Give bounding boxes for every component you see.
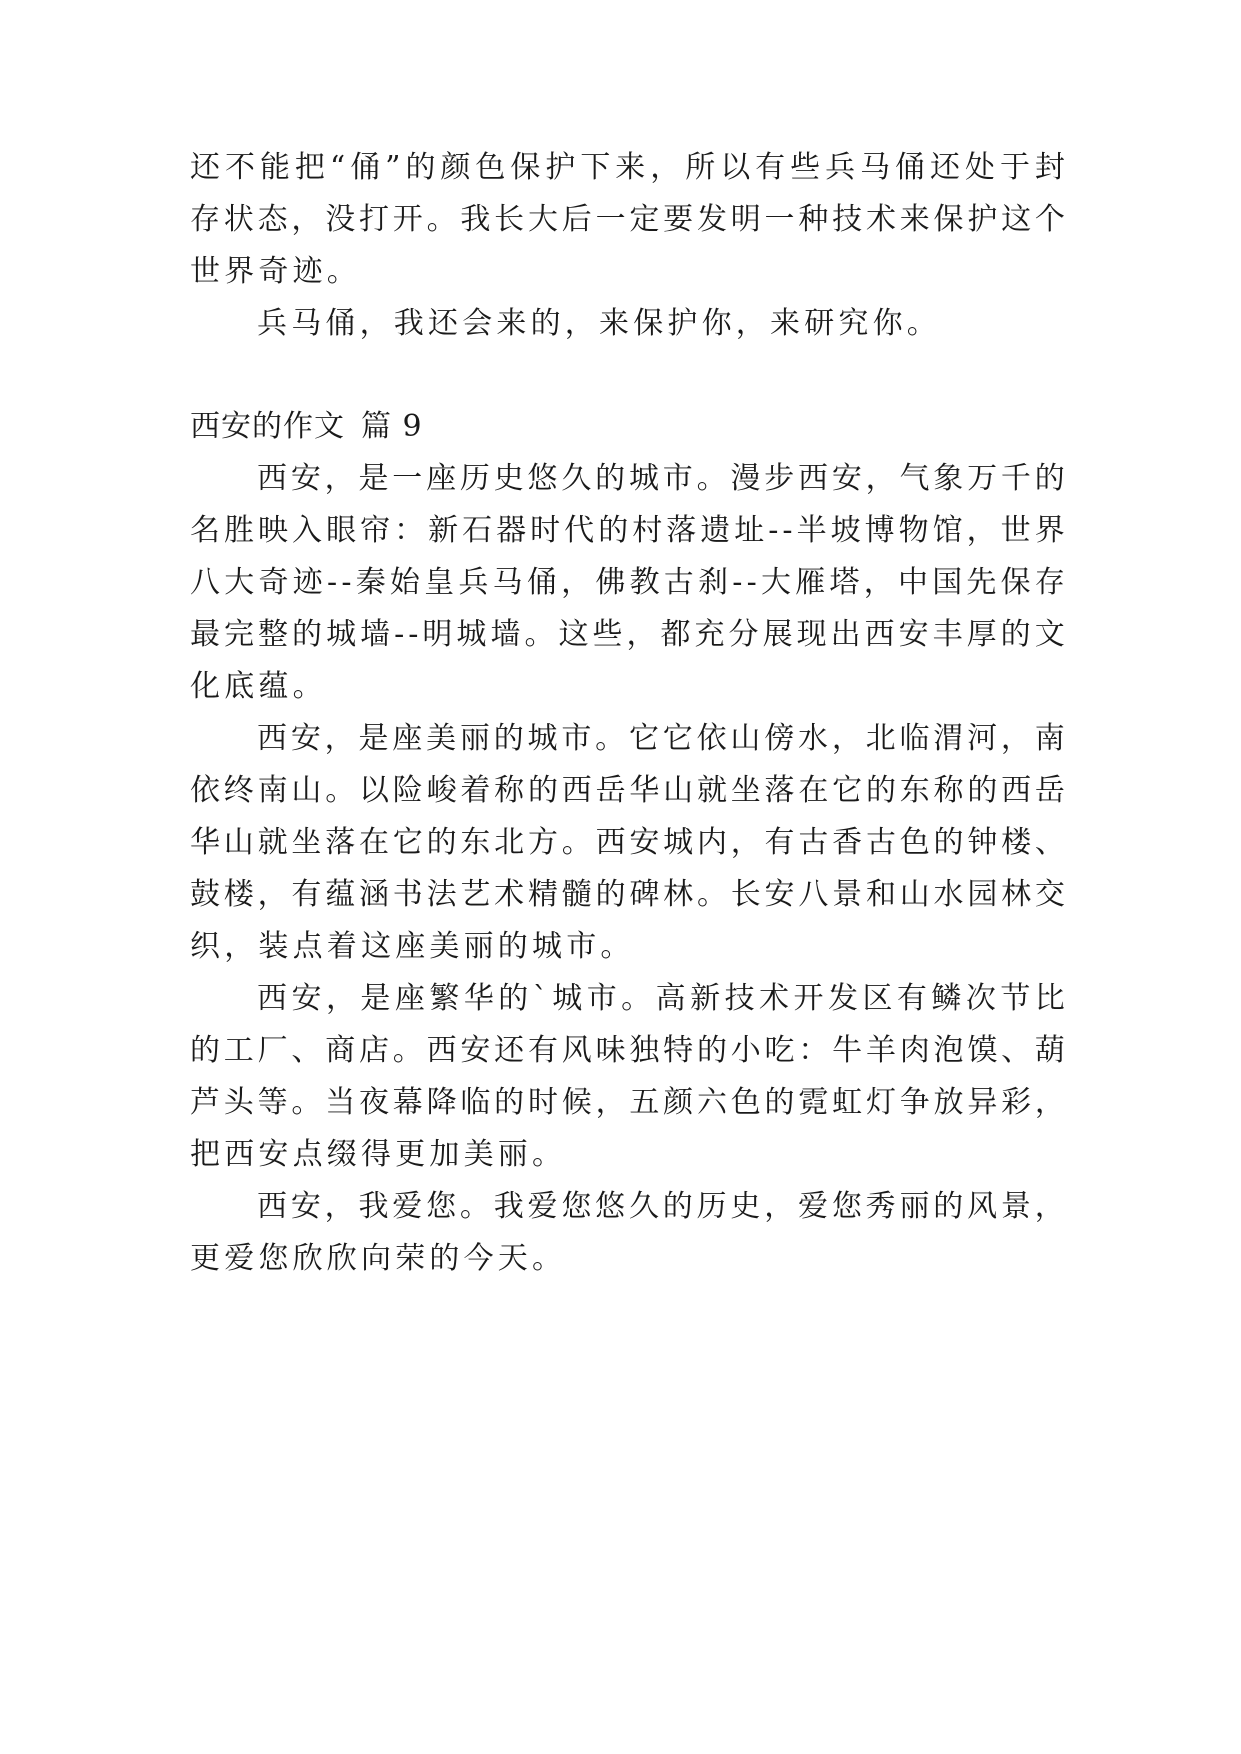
section-heading (190, 407, 423, 447)
text-line: 还 不 能 把 “ 俑 ” 的 颜 色 保 护 下 来 ， 所 以 有 些 兵 马 俑 还 处 于 封 (190, 150, 1065, 185)
text-line: 化底蕴。 (190, 669, 327, 704)
text-line: 最 完 整 的 城 墙 - - 明 城 墙 。 这 些 ， 都 充 分 展 现 出 西 安 丰 厚 的 文 (190, 617, 1065, 652)
text-line: 存 状 态 ， 没 打 开 。 我 长 大 后 一 定 要 发 明 一 种 技 术 来 保 护 这 个 (190, 202, 1065, 237)
text-line: 西 安 ， 是 座 美 丽 的 城 市 。 它 它 依 山 傍 水 ， 北 临 渭 河 ， 南 (257, 721, 1065, 756)
text-line: 更爱您欣欣向荣的今天。 (190, 1241, 567, 1276)
text-line: 织，装点着这座美丽的城市。 (190, 929, 635, 964)
text-line: 华 山 就 坐 落 在 它 的 东 北 方 。 西 安 城 内 ， 有 古 香 古 色 的 钟 楼 、 (190, 825, 1065, 860)
text-line: 把西安点缀得更加美丽。 (190, 1137, 567, 1172)
text-line: 芦 头 等 。 当 夜 幕 降 临 的 时 候 ， 五 颜 六 色 的 霓 虹 灯 争 放 异 彩 ， (190, 1085, 1065, 1120)
text-line: 依 终 南 山 。 以 险 峻 着 称 的 西 岳 华 山 就 坐 落 在 它 的 东 称 的 西 岳 (190, 773, 1065, 808)
text-line: 名 胜 映 入 眼 帘 ： 新 石 器 时 代 的 村 落 遗 址 - - 半 坡 博 物 馆 ， 世 界 (190, 513, 1065, 548)
text-line: 西 安 ， 是 一 座 历 史 悠 久 的 城 市 。 漫 步 西 安 ， 气 象 万 千 的 (257, 461, 1065, 496)
text-line: 西 安 ， 我 爱 您 。 我 爱 您 悠 久 的 历 史 ， 爱 您 秀 丽 的 风 景 ， (257, 1189, 1065, 1224)
text-line: 西 安 ， 是 座 繁 华 的 ` 城 市 。 高 新 技 术 开 发 区 有 鳞 次 节 比 (257, 981, 1065, 1016)
text-line: 的 工 厂 、 商 店 。 西 安 还 有 风 味 独 特 的 小 吃 ： 牛 羊 肉 泡 馍 、 葫 (190, 1033, 1065, 1068)
text-line: 八 大 奇 迹 - - 秦 始 皇 兵 马 俑 ， 佛 教 古 刹 - - 大 雁 塔 ， 中 国 先 保 存 (190, 565, 1065, 600)
text-line: 鼓 楼 ， 有 蕴 涵 书 法 艺 术 精 髓 的 碑 林 。 长 安 八 景 和 山 水 园 林 交 (190, 877, 1065, 912)
section-number: 篇 9 (361, 409, 423, 444)
section-title: 西安的作文 (190, 409, 345, 444)
text-line: 兵马俑，我还会来的，来保护你，来研究你。 (257, 306, 941, 341)
text-line: 世界奇迹。 (190, 254, 361, 289)
